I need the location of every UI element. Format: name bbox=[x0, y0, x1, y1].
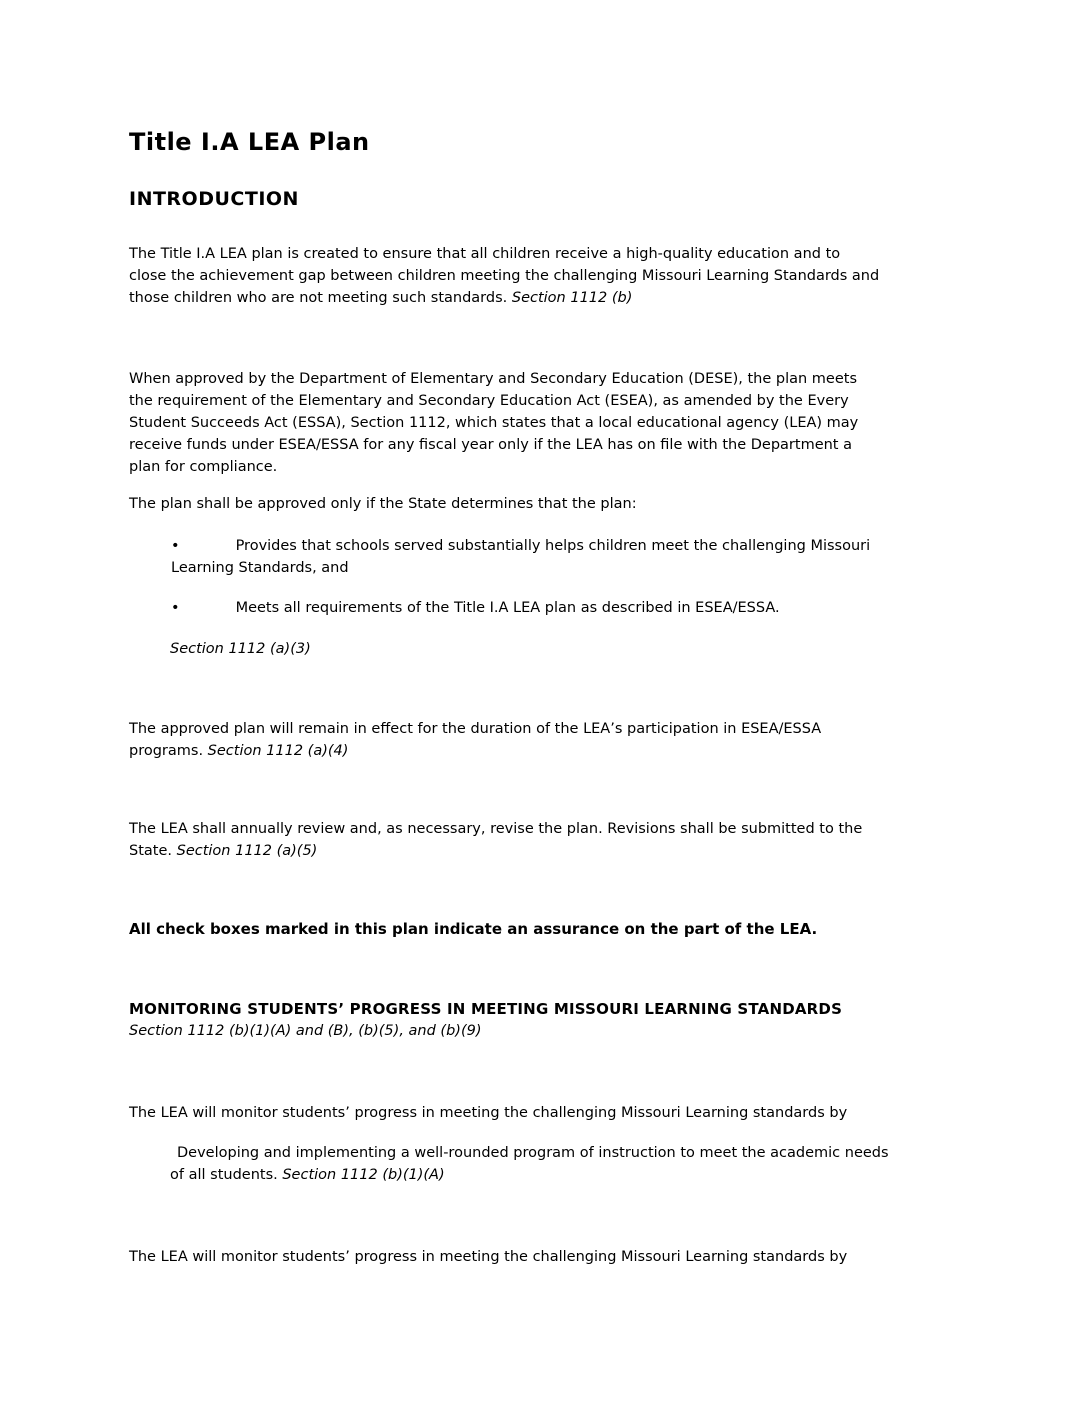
text-line: The LEA will monitor students’ progress in meeting the challenging Missouri Learning standards by bbox=[129, 1249, 848, 1265]
paragraph-monitor-progress-2 bbox=[129, 1246, 960, 1268]
text-line: Developing and implementing a well-rounded program of instruction to meet the academic needs bbox=[177, 1145, 889, 1161]
text-run: Meets all requirements of the Title I.A LEA plan as described in ESEA/ESSA. bbox=[235, 600, 780, 616]
paragraph-dese-approval bbox=[129, 368, 960, 478]
text-line: the requirement of the Elementary and Secondary Education Act (ESEA), as amended by the Every bbox=[129, 393, 849, 409]
text-line: When approved by the Department of Elementary and Secondary Education (DESE), the plan meets bbox=[129, 371, 858, 387]
text-line: The LEA will monitor students’ progress in meeting the challenging Missouri Learning standards by bbox=[129, 1105, 848, 1121]
text-line bbox=[171, 597, 960, 619]
paragraph-annual-review bbox=[129, 818, 960, 862]
text-line: The Title I.A LEA plan is created to ensure that all children receive a high-quality education and to bbox=[129, 246, 841, 262]
section-reference: Section 1112 (b)(1)(A) and (B), (b)(5), and (b)(9) bbox=[129, 1023, 482, 1039]
bullet-marker: • bbox=[171, 538, 180, 554]
text-line: Learning Standards, and bbox=[171, 560, 349, 576]
text-line: close the achievement gap between children meeting the challenging Missouri Learning Standards and bbox=[129, 268, 880, 284]
text-line: The approved plan will remain in effect for the duration of the LEA’s participation in ESEA/ESSA bbox=[129, 721, 822, 737]
text-line: The plan shall be approved only if the State determines that the plan: bbox=[129, 496, 637, 512]
paragraph-plan-duration bbox=[129, 718, 960, 762]
paragraph-well-rounded-program bbox=[170, 1142, 960, 1186]
text-line bbox=[171, 535, 960, 557]
text-run: those children who are not meeting such standards. bbox=[129, 290, 508, 306]
text-run: State. bbox=[129, 843, 172, 859]
section-reference: Section 1112 (b) bbox=[511, 290, 633, 306]
paragraph-checkbox-assurance bbox=[129, 918, 960, 940]
text-line: plan for compliance. bbox=[129, 459, 278, 475]
paragraph-plan-purpose bbox=[129, 243, 960, 309]
text-line: Section 1112 (a)(3) bbox=[170, 641, 311, 657]
text-line bbox=[129, 287, 960, 309]
text-line: All check boxes marked in this plan indicate an assurance on the part of the LEA. bbox=[129, 920, 818, 938]
text-line bbox=[129, 840, 960, 862]
document-title: Title I.A LEA Plan bbox=[129, 128, 370, 156]
section-heading-monitoring bbox=[129, 998, 960, 1042]
section-reference-standalone bbox=[170, 638, 960, 660]
heading-text: MONITORING STUDENTS’ PROGRESS IN MEETING MISSOURI LEARNING STANDARDS bbox=[129, 1000, 843, 1018]
section-heading-introduction: INTRODUCTION bbox=[129, 188, 299, 210]
text-line: The LEA shall annually review and, as necessary, revise the plan. Revisions shall be submitted to the bbox=[129, 821, 863, 837]
text-line bbox=[129, 740, 960, 762]
paragraph-approval-conditions bbox=[129, 493, 960, 515]
section-reference: Section 1112 (b)(1)(A) bbox=[282, 1167, 445, 1183]
bullet-marker: • bbox=[171, 600, 180, 616]
section-reference: Section 1112 (a)(5) bbox=[176, 843, 318, 859]
bullet-item-meets-requirements bbox=[171, 597, 960, 619]
paragraph-monitor-progress-1 bbox=[129, 1102, 960, 1124]
text-line bbox=[170, 1164, 960, 1186]
text-line: receive funds under ESEA/ESSA for any fiscal year only if the LEA has on file with the Department a bbox=[129, 437, 852, 453]
section-reference: Section 1112 (a)(4) bbox=[207, 743, 349, 759]
text-line: Student Succeeds Act (ESSA), Section 1112, which states that a local educational agency (LEA) may bbox=[129, 415, 859, 431]
text-run: Provides that schools served substantially helps children meet the challenging Missouri bbox=[235, 538, 871, 554]
bullet-item-provides bbox=[171, 535, 960, 579]
text-run: programs. bbox=[129, 743, 204, 759]
text-run: of all students. bbox=[170, 1167, 278, 1183]
